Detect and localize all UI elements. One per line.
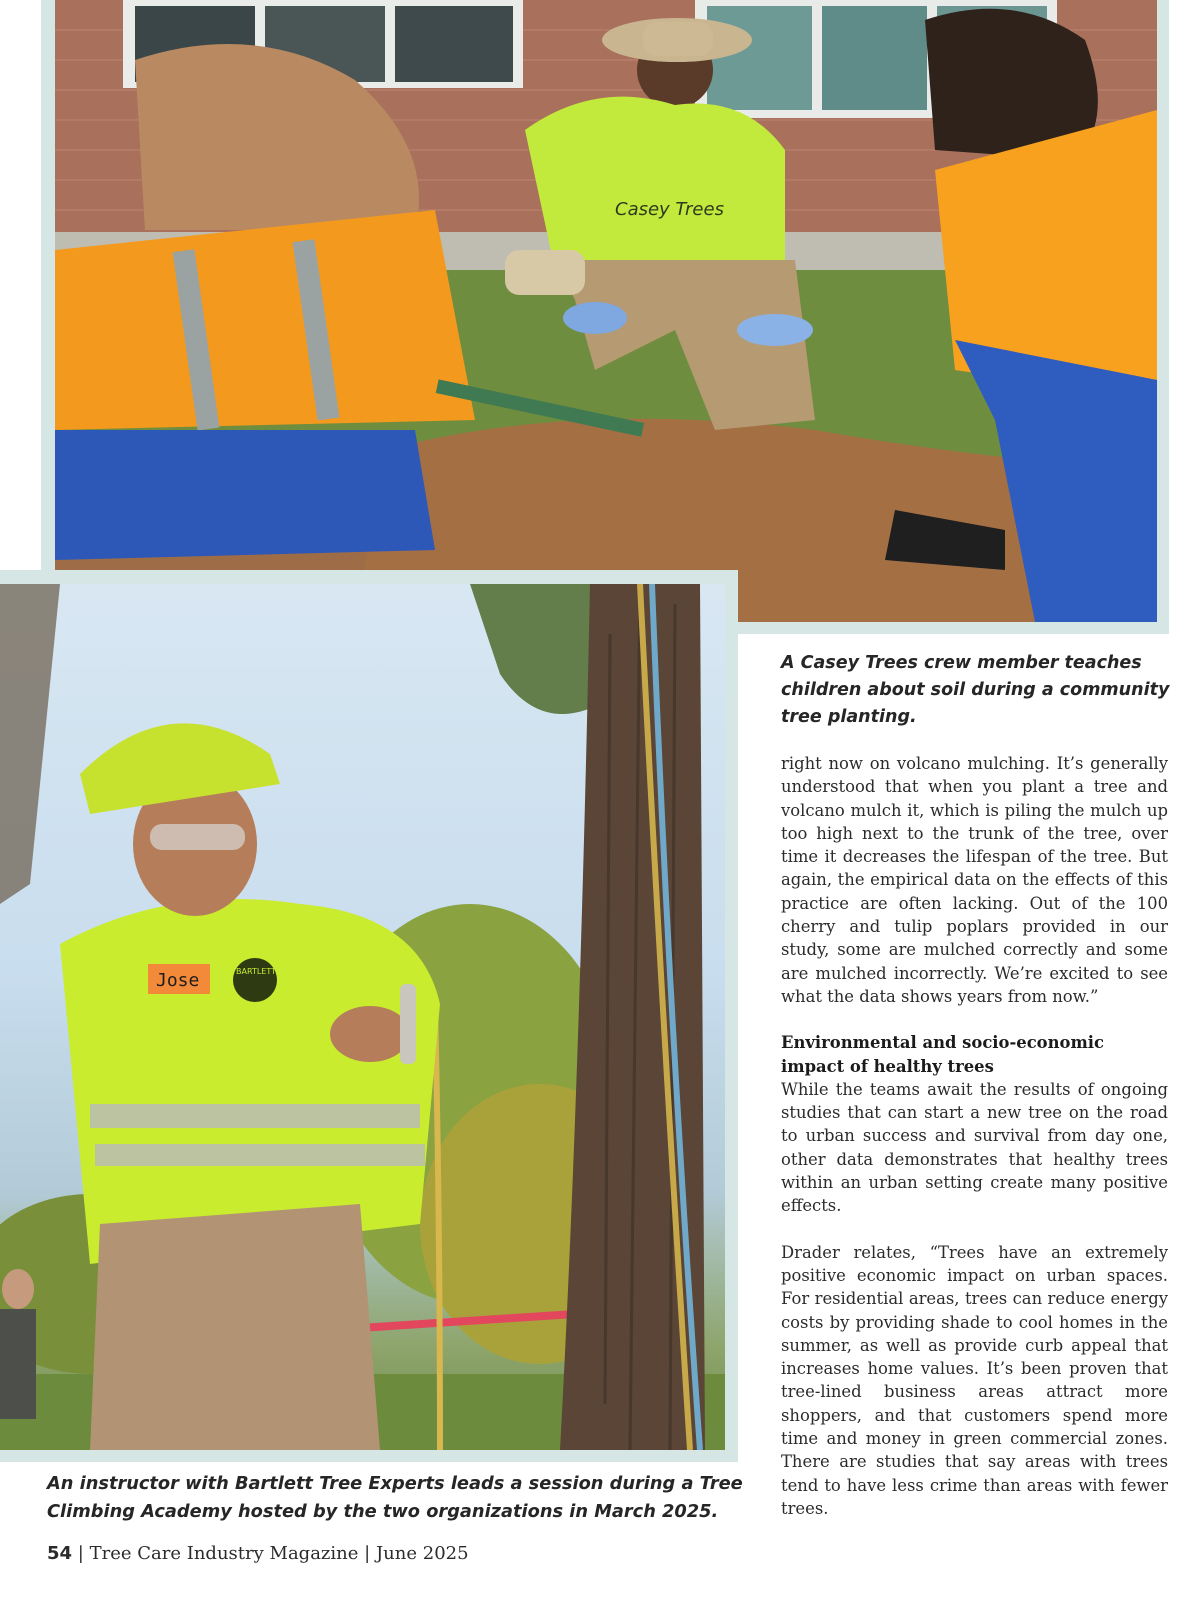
section-heading: Environmental and socio-economic impact of healthy trees bbox=[781, 1033, 1105, 1076]
bottom-photo-illustration bbox=[0, 584, 725, 1450]
left-child-jeans bbox=[55, 430, 435, 560]
instructor-hi-vis-shirt bbox=[60, 899, 440, 1264]
article-body bbox=[781, 752, 1168, 1520]
footer-separator: | bbox=[364, 1543, 371, 1564]
glove-left bbox=[563, 302, 627, 334]
page-number: 54 bbox=[47, 1543, 73, 1564]
background-person bbox=[0, 1309, 36, 1419]
article-paragraph: Drader relates, “Trees have an extremely positive economic impact on urban spaces. For residential areas, trees can reduce energy costs by providing shade to cool homes in the summer, as well as provide curb appeal that increases home values. It’s been proven that tree-lined business areas attract more shoppers, and that customers spend more time and money in green commercial zones. There are studies that say areas with trees tend to have less crime than areas with fewer trees. bbox=[781, 1242, 1168, 1518]
shirt-logo-text: Casey Trees bbox=[615, 199, 724, 220]
safety-glasses bbox=[150, 824, 245, 850]
top-photo-caption: A Casey Trees crew member teaches children about soil during a community tree planting. bbox=[781, 653, 1170, 727]
bartlett-logo bbox=[233, 958, 277, 1002]
instructor-shirt bbox=[525, 97, 785, 270]
left-branch bbox=[0, 584, 60, 904]
bartlett-logo-text: BARTLETT bbox=[236, 967, 276, 976]
page-footer bbox=[47, 1543, 469, 1564]
soil-jar bbox=[505, 250, 585, 295]
top-photo bbox=[55, 0, 1157, 622]
issue-date: June 2025 bbox=[375, 1543, 469, 1564]
footer-separator: | bbox=[77, 1543, 84, 1564]
instructor-pants bbox=[90, 1204, 380, 1450]
publication-name: Tree Care Industry Magazine bbox=[89, 1543, 359, 1564]
instructor-hands bbox=[330, 1006, 410, 1062]
top-photo-illustration bbox=[55, 0, 1157, 622]
name-tag-text: Jose bbox=[156, 970, 200, 991]
bottom-photo-caption: An instructor with Bartlett Tree Experts leads a session during a Tree Climbing Academy hosted by the two organizations in March 2025. bbox=[47, 1473, 743, 1522]
carabiner bbox=[400, 984, 416, 1064]
bottom-photo bbox=[0, 584, 725, 1450]
article-paragraph: right now on volcano mulching. It’s generally understood that when you plant a tree and volcano mulch it, which is piling the mulch up too high next to the trunk of the tree, over time it decreases the lifespan of the tree. But again, the empirical data on the effects of this practice are often lacking. Out of the 100 cherry and tulip poplars provided in our study, some are mulched correctly and some are mulched incorrectly. We’re excited to see what the data shows years from now.” bbox=[781, 754, 1168, 1006]
glove-right bbox=[737, 314, 813, 346]
article-paragraph: While the teams await the results of ongoing studies that can start a new tree on the road to urban success and survival from day one, other data demonstrates that healthy trees within an urban setting create many positive effects. bbox=[781, 1079, 1168, 1216]
